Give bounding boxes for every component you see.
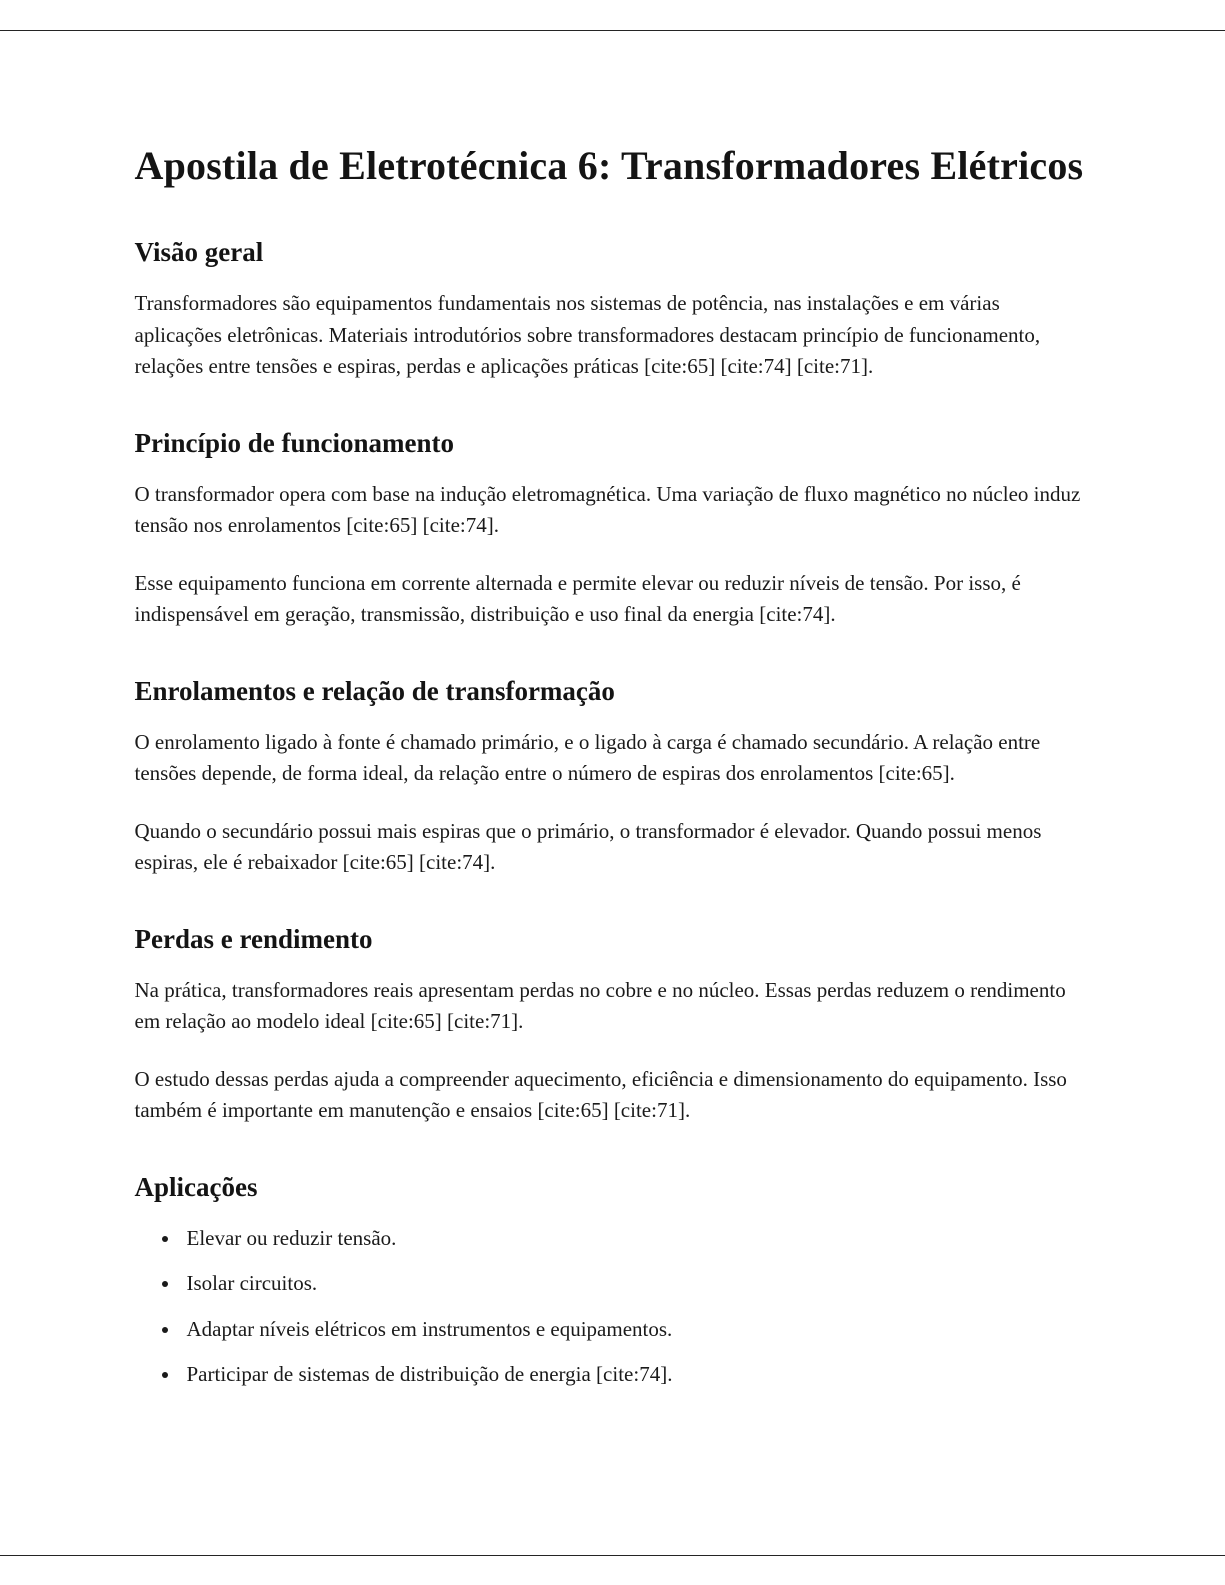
paragraph: O enrolamento ligado à fonte é chamado primário, e o ligado à carga é chamado secundário. A relação entre tensões depende, de forma ideal, da relação entre o número de espiras dos enrolamentos [cite:65]. [134,729,1041,785]
list-item: • Elevar ou reduzir tensão. [181,1223,1091,1255]
paragraph: Esse equipamento funciona em corrente alternada e permite elevar ou reduzir níveis de tensão. Por isso, é indispensável em geração, transmissão, distribuição e uso final da energia [cite:74]. [134,570,1021,626]
top-divider [0,30,1225,31]
list-item: • Adaptar níveis elétricos em instrumentos e equipamentos. [181,1314,1091,1346]
paragraph: Transformadores são equipamentos fundamentais nos sistemas de potência, nas instalações e em várias aplicações eletrônicas. Materiais introdutórios sobre transformadores destacam princípio de funcionamento, relações entre tensões e espiras, perdas e aplicações práticas [cite:65] [cite:74] [cite:71]. [134,291,1041,378]
section-principio-de-funcionamento [135,428,1091,631]
paragraph: O estudo dessas perdas ajuda a compreender aquecimento, eficiência e dimensionamento do equipamento. Isso também é importante em manutenção e ensaios [cite:65] [cite:71]. [134,1066,1067,1122]
paragraph: O transformador opera com base na indução eletromagnética. Uma variação de fluxo magnético no núcleo induz tensão nos enrolamentos [cite:65] [cite:74]. [134,481,1081,537]
list-item: • Participar de sistemas de distribuição de energia [cite:74]. [181,1359,1091,1391]
document-title: Apostila de Eletrotécnica 6: Transformadores Elétricos [134,143,1084,188]
section-heading-enrolamentos: Enrolamentos e relação de transformação [134,675,615,706]
paragraph: Na prática, transformadores reais apresentam perdas no cobre e no núcleo. Essas perdas reduzem o rendimento em relação ao modelo ideal [cite:65] [cite:71]. [134,977,1066,1033]
section-heading-aplicacoes: Aplicações [134,1171,258,1202]
section-visao-geral [135,237,1091,383]
section-heading-principio: Princípio de funcionamento [134,427,455,458]
section-perdas-e-rendimento [135,924,1091,1127]
bottom-divider [0,1555,1225,1556]
section-heading-visao-geral: Visão geral [134,237,264,267]
section-enrolamentos [135,676,1091,879]
section-aplicacoes [135,1172,1091,1391]
paragraph: Quando o secundário possui mais espiras que o primário, o transformador é elevador. Quando possui menos espiras, ele é rebaixador [cite:65] [cite:74]. [134,818,1042,874]
section-heading-perdas: Perdas e rendimento [134,923,373,954]
applications-list [135,1223,1091,1391]
list-item: • Isolar circuitos. [181,1268,1091,1300]
document-content [135,0,1091,1391]
